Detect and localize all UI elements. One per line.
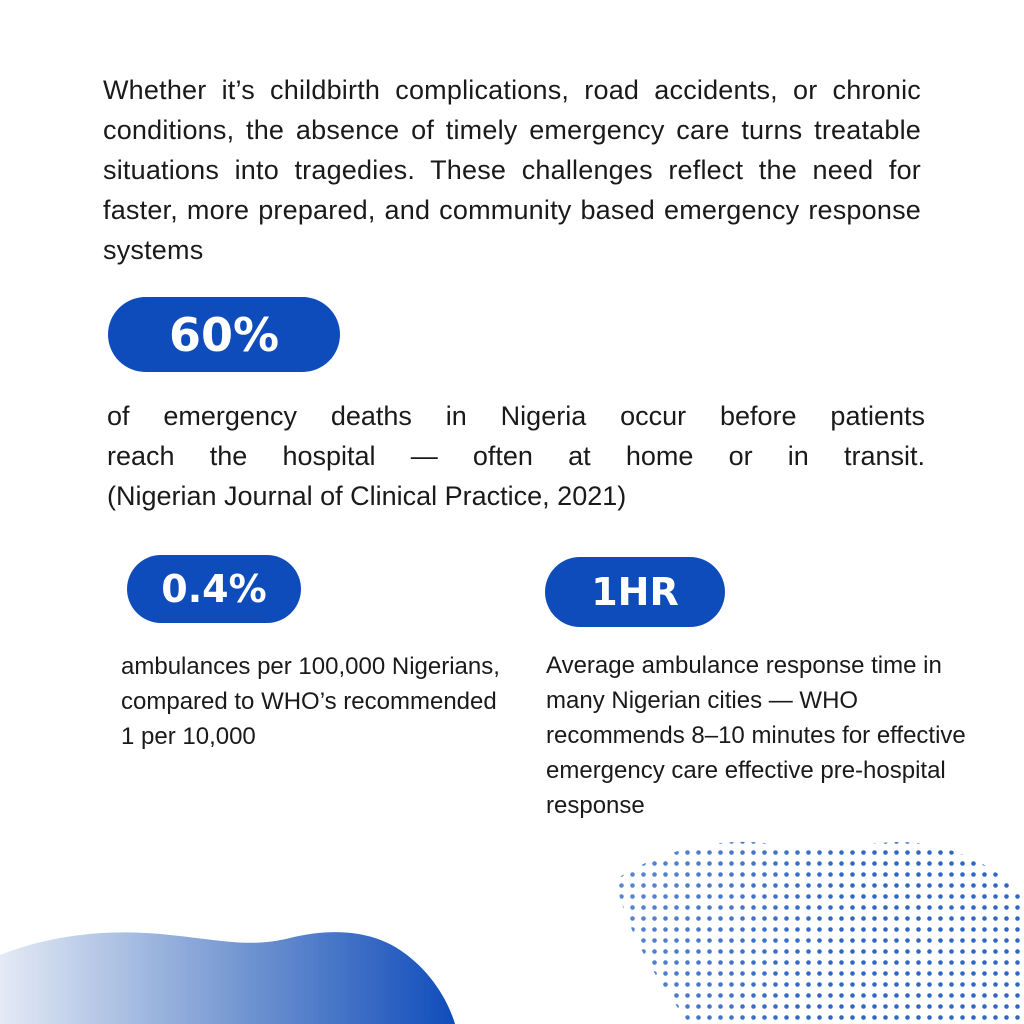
stat-60-line-1: of emergency deaths in Nigeria occur before patients [107,401,925,431]
stat-60-line-2: reach the hospital — often at home or in transit. [107,441,925,471]
intro-paragraph: Whether it’s childbirth complications, road accidents, or chronic conditions, the absence of timely emergency care turns treatable situations into tragedies. These challenges reflect the need for faster, more prepared, and community based emergency response systems [103,75,921,265]
stat-description-60-percent [107,396,925,516]
dot-pattern-shape [615,842,1024,1024]
stat-60-source: (Nigerian Journal of Clinical Practice, 2021) [107,481,627,511]
stat-description-response-time: Average ambulance response time in many Nigerian cities — WHO recommends 8–10 minutes for effective emergency care effective pre-hospital response [546,652,966,819]
stat-description-ambulances: ambulances per 100,000 Nigerians, compared to WHO’s recommended 1 per 10,000 [121,653,500,750]
stat-badge-0-4-percent: 0.4% [127,555,301,623]
stat-badge-60-percent: 60% [108,297,340,372]
stat-badge-1hr: 1HR [545,557,725,627]
bottom-wave-shape [0,932,455,1024]
